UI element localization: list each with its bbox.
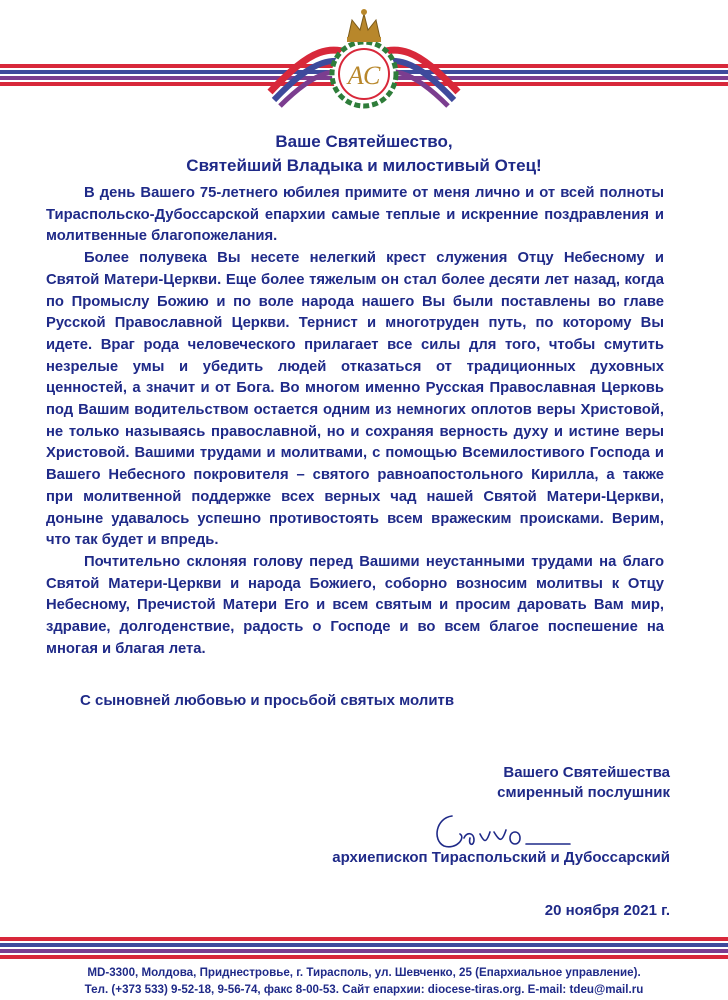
body-paragraph-3: Почтительно склоняя голову перед Вашими неустанными трудами на благо Святой Матери-Церкви и народа Божиего, соборно возносим молитвы к Отцу Небесному, Пречистой Матери Его и всем святым и просим даровать Вам мир, здравие, долгоденствие, радость о Господе и во всем благое поспешение на многая и благая лета. xyxy=(46,553,664,657)
bottom-stripes xyxy=(0,937,728,961)
footer-contacts: Тел. (+373 533) 9-52-18, 9-56-74, факс 8-00-53. Сайт епархии: diocese-tiras.org. E-mail: tdeu@mail.ru xyxy=(84,983,644,996)
signoff-block xyxy=(497,763,670,803)
author-title: архиепископ Тираспольский и Дубоссарский xyxy=(332,849,670,866)
closing-line: С сыновней любовью и просьбой святых молитв xyxy=(80,692,455,709)
diocese-emblem-icon xyxy=(250,0,478,118)
body-paragraph-1: В день Вашего 75-летнего юбилея примите от меня лично и от всей полноты Тираспольско-Дубоссарской епархии самые теплые и искренние поздравления и молитвенные благопожелания. xyxy=(46,185,664,245)
letter-date: 20 ноября 2021 г. xyxy=(544,902,670,919)
salutation xyxy=(0,130,728,178)
letterhead xyxy=(0,0,728,120)
emblem-monogram: АС xyxy=(347,61,381,90)
handwritten-signature xyxy=(430,808,590,854)
footer xyxy=(0,964,728,998)
salutation-line-1: Ваше Святейшество, xyxy=(275,132,453,151)
body-paragraph-2: Более полувека Вы несете нелегкий крест служения Отцу Небесному и Святой Матери-Церкви. Еще более тяжелым он стал более десяти лет назад, когда по Промыслу Божию и по воле народа нашего Вы были поставлены во главе Русской Православной Церкви. Тернист и многотруден путь, по которому Вы идете. Враг рода человеческого прилагает все силы для того, чтобы смутить незрелые умы и убедить людей отказаться от традиционных духовных ценностей, а значит и от Бога. Во многом именно Русская Православная Церковь под Вашим водительством остается одним из немногих оплотов веры Христовой, не только называясь православной, но и сохраняя верность духу и истине веры Христовой. Вашими трудами и молитвами, с помощью Всемилостивого Господа и Вашего Небесного покровителя – святого равноапостольного Кирилла, а также при молитвенной поддержке всех верных чад нашей Святой Матери-Церкви, доныне удавалось успешно противостоять всем вражеским происками. Верим, что так будет и впредь. xyxy=(46,250,664,549)
footer-address: MD-3300, Молдова, Приднестровье, г. Тирасполь, ул. Шевченко, 25 (Епархиальное управление). xyxy=(87,966,641,979)
signoff-line-1: Вашего Святейшества xyxy=(503,764,670,781)
salutation-line-2: Святейший Владыка и милостивый Отец! xyxy=(186,156,542,175)
signoff-line-2: смиренный послушник xyxy=(497,784,670,801)
letter-body xyxy=(46,183,664,660)
